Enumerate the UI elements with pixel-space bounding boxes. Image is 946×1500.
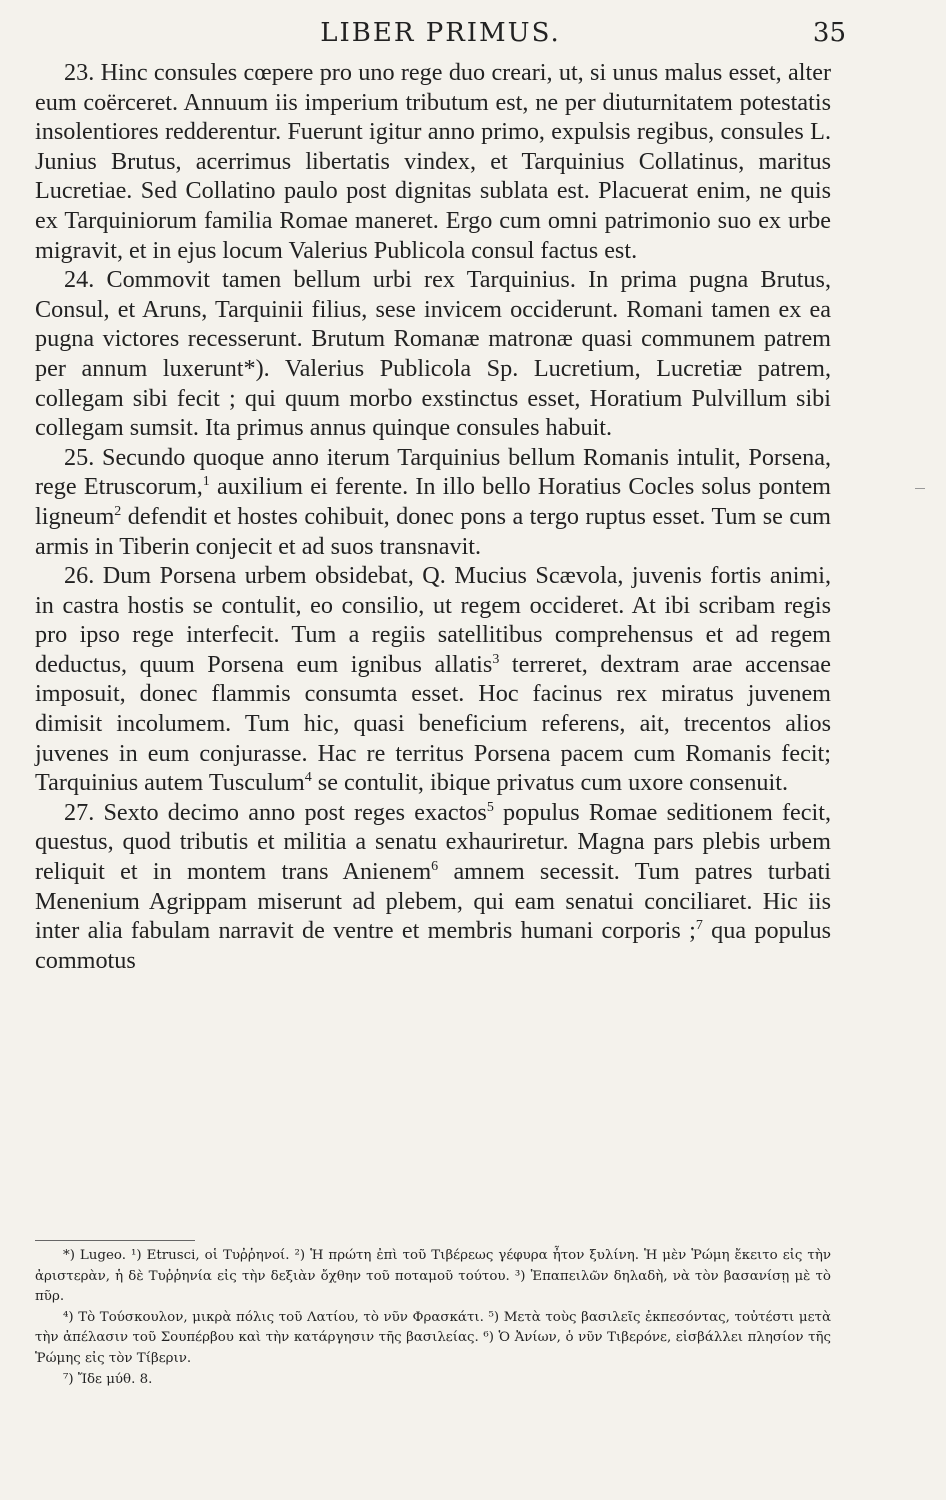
paragraph-text: Dum Porsena urbem obsidebat, Q. Mucius Scævola, juvenis fortis animi, in castra hostis se contulit, eo consilio, ut regem occideret. At ibi scribam regis pro ipso rege interfecit. Tum a regiis satellitibus comprehensus et ad regem deductus, quum Porsena eum ignibus allatis [35, 562, 831, 678]
footnote-ref: 5 [486, 799, 494, 815]
footnotes [35, 1246, 831, 1390]
paragraph-text: Sexto decimo anno post reges exactos [94, 798, 487, 826]
footnote-block: ⁷) Ἴδε μύθ. 8. [63, 1371, 153, 1387]
footnote-ref: 3 [492, 651, 500, 667]
paragraph-text: qua populus commotus [35, 917, 831, 974]
paragraph-number: 26. [64, 562, 95, 590]
paragraph-text: terreret, dextram arae accensae imposuit, donec flammis consumta esset. Hoc facinus rex miratus juvenem dimisit incolumem. Tum hic, quasi beneficium referens, ait, trecentos alios juvenes in eum conjurasse. Hac re territus Porsena pacem cum Romanis fecit; Tarquinius autem Tusculum [35, 650, 831, 797]
footnote-divider [35, 1240, 195, 1241]
paragraph-text: Commovit tamen bellum urbi rex Tarquinius. In prima pugna Brutus, Consul, et Aruns, Tarquinii filius, sese invicem occiderunt. Romani tamen ex ea pugna victores recesserunt. Brutum Romanæ matronæ quasi communem patrem per annum luxerunt*). Valerius Publicola Sp. Lucretium, Lucretiæ patrem, collegam sibi fecit ; qui quum morbo exstinctus esset, Horatium Pulvillum sibi collegam sumsit. Ita primus annus quinque consules habuit. [35, 266, 831, 442]
footnote-ref: 1 [202, 474, 210, 490]
footnote-ref: 6 [431, 859, 439, 875]
paragraph-text: defendit et hostes cohibuit, donec pons a tergo ruptus esset. Tum se cum armis in Tiberin conjecit et ad suos transnavit. [35, 502, 831, 560]
footnote-ref: 4 [304, 770, 312, 786]
paragraph-23 [35, 58, 831, 265]
paragraph-number: 25. [64, 443, 95, 471]
paragraph-text: amnem secessit. Tum patres turbati Menenium Agrippam miserunt ad plebem, qui eam senatui conciliaret. Hic iis inter alia fabulam narravit de ventre et membris humani corporis ; [35, 858, 831, 945]
paragraph-text: auxilium ei ferente. In illo bello Horatius Cocles solus pontem ligneum [35, 473, 831, 530]
paragraph-text: Hinc consules cœpere pro uno rege duo creari, ut, si unus malus esset, alter eum coërceret. Annuum iis imperium tributum est, ne per diuturnitatem potestatis insolentiores redderentur. Fuerunt igitur anno primo, expulsis regibus, consules L. Junius Brutus, acerrimus libertatis vindex, et Tarquinius Collatinus, maritus Lucretiae. Sed Collatino paulo post dignitas sublata est. Placuerat enim, ne quis ex Tarquiniorum familia Romae maneret. Ergo cum omni patrimonio suo ex urbe migravit, et in ejus locum Valerius Publicola consul factus est. [35, 59, 831, 264]
paragraph-text: populus Romae seditionem fecit, questus, quod tributis et militia a senatu exhauriretur. Magna pars plebis urbem reliquit et in montem trans Anienem [35, 798, 832, 886]
footnote-ref: 7 [695, 918, 703, 934]
paragraph-25 [35, 443, 831, 561]
paragraph-number: 27. [64, 798, 95, 826]
page-number: 35 [812, 18, 846, 48]
paragraph-number: 23. [64, 59, 95, 86]
paragraph-24 [35, 265, 831, 443]
footnote-block: ⁴) Τὸ Τούσκουλον, μικρὰ πόλις τοῦ Λατίου, τὸ νῦν Φρασκάτι. ⁵) Μετὰ τοὺς βασιλεῖς ἐκπεσόντας, τοὐτέστι μετὰ τὴν ἀπέλασιν τοῦ Σουπέρβου καὶ τὴν κατάργησιν τῆς βασιλείας. ⁶) Ὁ Ἀνίων, ὁ νῦν Τιβερόνε, εἰσβάλλει πλησίον τῆς Ῥώμης εἰς τὸν Τίβεριν. [35, 1309, 831, 1366]
paragraph-text: se contulit, ibique privatus cum uxore consenuit. [311, 769, 789, 797]
footnote-ref: 2 [114, 503, 122, 519]
paragraph-text: Secundo quoque anno iterum Tarquinius bellum Romanis intulit, Porsena, rege Etruscorum, [35, 443, 831, 501]
paragraph-26 [35, 561, 831, 798]
main-text [35, 58, 831, 975]
footnote-block: *) Lugeo. ¹) Etrusci, οἱ Τυῤῥηνοί. ²) Ἡ πρώτη ἐπὶ τοῦ Τιβέρεως γέφυρα ἦτον ξυλίνη. Ἡ μὲν Ῥώμη ἔκειτο εἰς τὴν ἀριστερὰν, ἡ δὲ Τυῤῥηνία εἰς τὴν δεξιὰν ὄχθην τοῦ ποταμοῦ τούτου. ³) Ἐπαπειλῶν δηλαδὴ, νὰ τὸν βασανίσῃ μὲ τὸ πῦρ. [35, 1248, 831, 1305]
running-title: LIBER PRIMUS. [320, 18, 561, 48]
running-header [35, 14, 846, 54]
paragraph-number: 24. [64, 266, 95, 294]
margin-dash [915, 488, 925, 489]
paragraph-27 [35, 798, 831, 976]
